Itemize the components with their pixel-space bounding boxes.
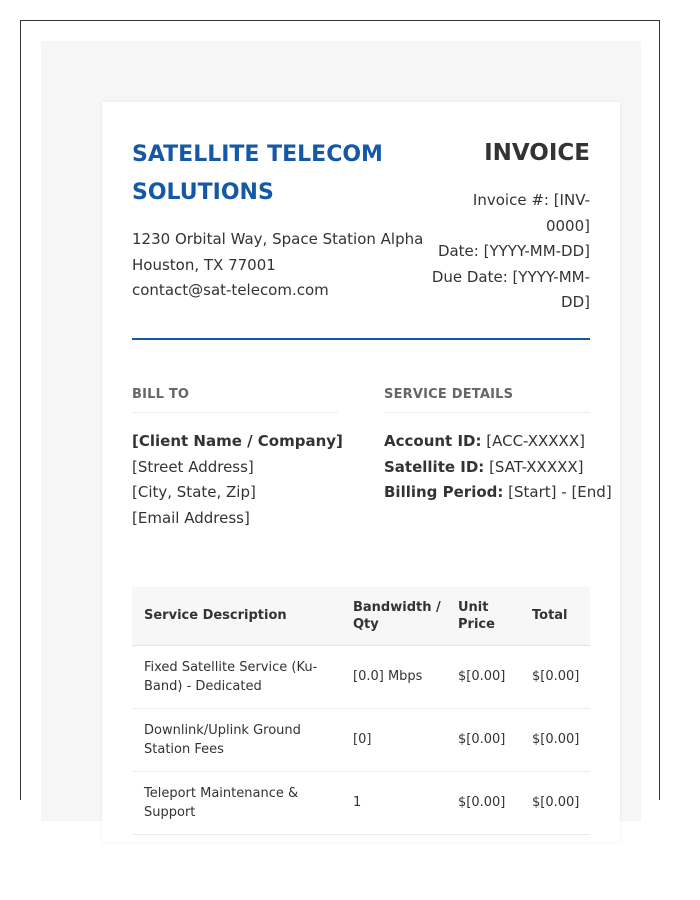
row-total: $[0.00] [524,771,590,834]
client-street: [Street Address] [132,457,254,476]
satellite-id-row [384,455,620,481]
row-unit-price: $[0.00] [450,645,524,708]
invoice-document [102,102,620,842]
row-unit-price: $[0.00] [450,708,524,771]
satellite-id-value: [SAT-XXXXX] [484,457,584,476]
company-name: SATELLITE TELECOM SOLUTIONS [132,142,383,205]
table-row [132,645,590,708]
invoice-title: INVOICE [484,140,590,166]
row-description: Teleport Maintenance & Support [132,771,343,834]
company-address-line2: Houston, TX 77001 [132,255,276,274]
company-address-line1: 1230 Orbital Way, Space Station Alpha [132,230,424,248]
bill-to-block [132,429,372,531]
row-unit-price: $[0.00] [450,771,524,834]
table-row [132,708,590,771]
invoice-number: Invoice #: [INV-0000] [472,191,590,235]
table-header-row [132,587,590,645]
service-details-block [384,429,620,506]
company-email: contact@sat-telecom.com [132,281,329,299]
column-header-total: Total [524,587,590,645]
column-header-bandwidth: Bandwidth / Qty [343,587,450,645]
row-total: $[0.00] [524,708,590,771]
account-id-row [384,429,620,455]
client-name: [Client Name / Company] [132,432,343,450]
page-frame [20,20,660,820]
billing-period-label: Billing Period: [384,483,504,501]
satellite-id-label: Satellite ID: [384,457,485,476]
service-details-title: SERVICE DETAILS [384,386,590,413]
account-id-value: [ACC-XXXXX] [481,432,585,450]
row-bandwidth: [0] [343,708,450,771]
header-divider [132,338,590,340]
bill-to-title: BILL TO [132,386,338,413]
row-description: Fixed Satellite Service (Ku-Band) - Dedicated [132,645,343,708]
account-id-label: Account ID: [384,432,482,450]
company-address [132,227,422,304]
table-row [132,771,590,834]
page-background [41,41,641,821]
invoice-date: Date: [YYYY-MM-DD] [437,242,590,260]
row-bandwidth: 1 [343,771,450,834]
invoice-due-date: Due Date: [YYYY-MM-DD] [431,267,590,311]
client-email: [Email Address] [132,508,250,527]
invoice-meta [430,188,590,316]
row-description: Downlink/Uplink Ground Station Fees [132,708,343,771]
billing-period-value: [Start] - [End] [503,483,612,501]
line-items-table [132,587,590,835]
row-bandwidth: [0.0] Mbps [343,645,450,708]
billing-period-row [384,480,620,506]
column-header-unit-price: Unit Price [450,587,524,645]
client-city: [City, State, Zip] [132,483,256,501]
column-header-description: Service Description [132,587,343,645]
row-total: $[0.00] [524,645,590,708]
